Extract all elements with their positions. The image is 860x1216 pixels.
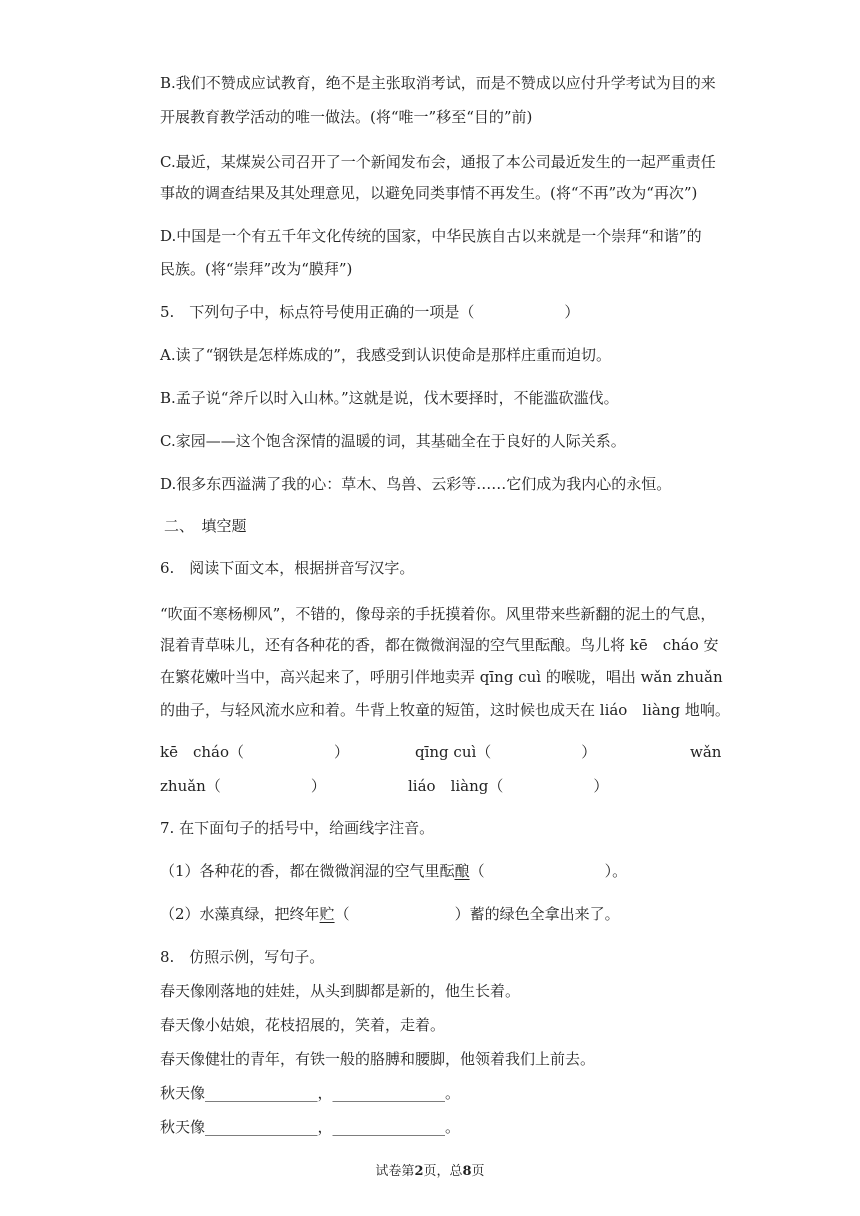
footer-prefix: 试卷第 [375, 1164, 415, 1179]
q5-stem: 5. 下列句子中，标点符号使用正确的一项是（ ） [160, 303, 580, 321]
q6-passage-line4: 的曲子，与轻风流水应和着。牛背上牧童的短笛，这时候也成天在 liáo liàng 地响。 [160, 701, 730, 719]
q5-option-b: B.孟子说“斧斤以时入山林。”这就是说，伐木要择时，不能滥砍滥伐。 [160, 389, 619, 407]
q7-s2-text: （2）水藻真绿，把终年 [160, 905, 320, 923]
q6-passage-line2: 混着青草味儿，还有各种花的香，都在微微润湿的空气里酝酿。鸟儿将 kē cháo 安 [160, 636, 719, 654]
q5-option-a: A.读了“钢铁是怎样炼成的”，我感受到认识使命是那样庄重而迫切。 [160, 346, 611, 364]
q4-option-c-line1: C.最近，某煤炭公司召开了一个新闻发布会，通报了本公司最近发生的一起严重责任 [160, 153, 716, 171]
footer-suffix: 页 [471, 1164, 485, 1179]
q7-sentence-2 [160, 904, 620, 924]
q8-example-3: 春天像健壮的青年，有铁一般的胳膊和腰脚，他领着我们上前去。 [160, 1050, 596, 1068]
q4-option-d-line2: 民族。(将“崇拜”改为“膜拜”) [160, 260, 353, 278]
q4-option-b-line2: 开展教育教学活动的唯一做法。(将“唯一”移至“目的”前) [160, 108, 533, 126]
q5-option-c: C.家园——这个饱含深情的温暖的词，其基础全在于良好的人际关系。 [160, 432, 626, 450]
q6-passage-line1: “吹面不寒杨柳风”，不错的，像母亲的手抚摸着你。风里带来些新翻的泥土的气息， [160, 605, 716, 623]
footer-middle: 页，总 [423, 1164, 463, 1179]
q5-option-d: D.很多东西溢满了我的心：草木、鸟兽、云彩等……它们成为我内心的永恒。 [160, 475, 672, 493]
q8-fill-line-1[interactable]: 秋天像_______________，_______________。 [160, 1084, 461, 1102]
q7-s2-answer-blank[interactable]: （ ）蓄的绿色全拿出来了。 [334, 905, 620, 923]
q7-s1-underlined-char: 酿 [454, 862, 470, 880]
q6-blank-qing-cui[interactable]: qīng cuì（ ） [415, 743, 597, 761]
footer-page-number: 2 [414, 1164, 424, 1179]
q7-stem: 7. 在下面句子的括号中，给画线字注音。 [160, 819, 435, 837]
q8-stem: 8. 仿照示例，写句子。 [160, 948, 325, 966]
q6-blank-liao-liang[interactable]: liáo liàng（ ） [408, 777, 609, 795]
q8-example-1: 春天像刚落地的娃娃，从头到脚都是新的，他生长着。 [160, 982, 521, 1000]
q7-s1-text: （1）各种花的香，都在微微润湿的空气里酝 [160, 862, 455, 880]
q7-sentence-1 [160, 861, 627, 881]
q8-fill-line-2[interactable]: 秋天像_______________，_______________。 [160, 1118, 461, 1136]
q6-blank-wan-zhuan[interactable]: zhuǎn（ ） [160, 777, 326, 795]
q6-blank-wan-label: wǎn [690, 743, 722, 761]
section-heading-fill-blank: 二、 填空题 [164, 517, 247, 535]
q7-s1-answer-blank[interactable]: （ ）。 [469, 862, 628, 880]
q7-s2-underlined-char: 贮 [319, 905, 335, 923]
q4-option-b-line1: B.我们不赞成应试教育，绝不是主张取消考试，而是不赞成以应付升学考试为目的来 [160, 74, 716, 92]
q4-option-c-line2: 事故的调查结果及其处理意见，以避免同类事情不再发生。(将“不再”改为“再次”) [160, 184, 698, 202]
page-footer [0, 1163, 860, 1181]
q6-stem: 6. 阅读下面文本，根据拼音写汉字。 [160, 559, 415, 577]
q8-example-2: 春天像小姑娘，花枝招展的，笑着，走着。 [160, 1016, 446, 1034]
footer-total-pages: 8 [462, 1164, 472, 1179]
q4-option-d-line1: D.中国是一个有五千年文化传统的国家，中华民族自古以来就是一个崇拜“和谐”的 [160, 227, 702, 245]
q6-passage-line3: 在繁花嫩叶当中，高兴起来了，呼朋引伴地卖弄 qīng cuì 的喉咙，唱出 wǎn zhuǎn [160, 668, 723, 686]
q6-blank-ke-chao[interactable]: kē cháo（ ） [160, 743, 350, 761]
